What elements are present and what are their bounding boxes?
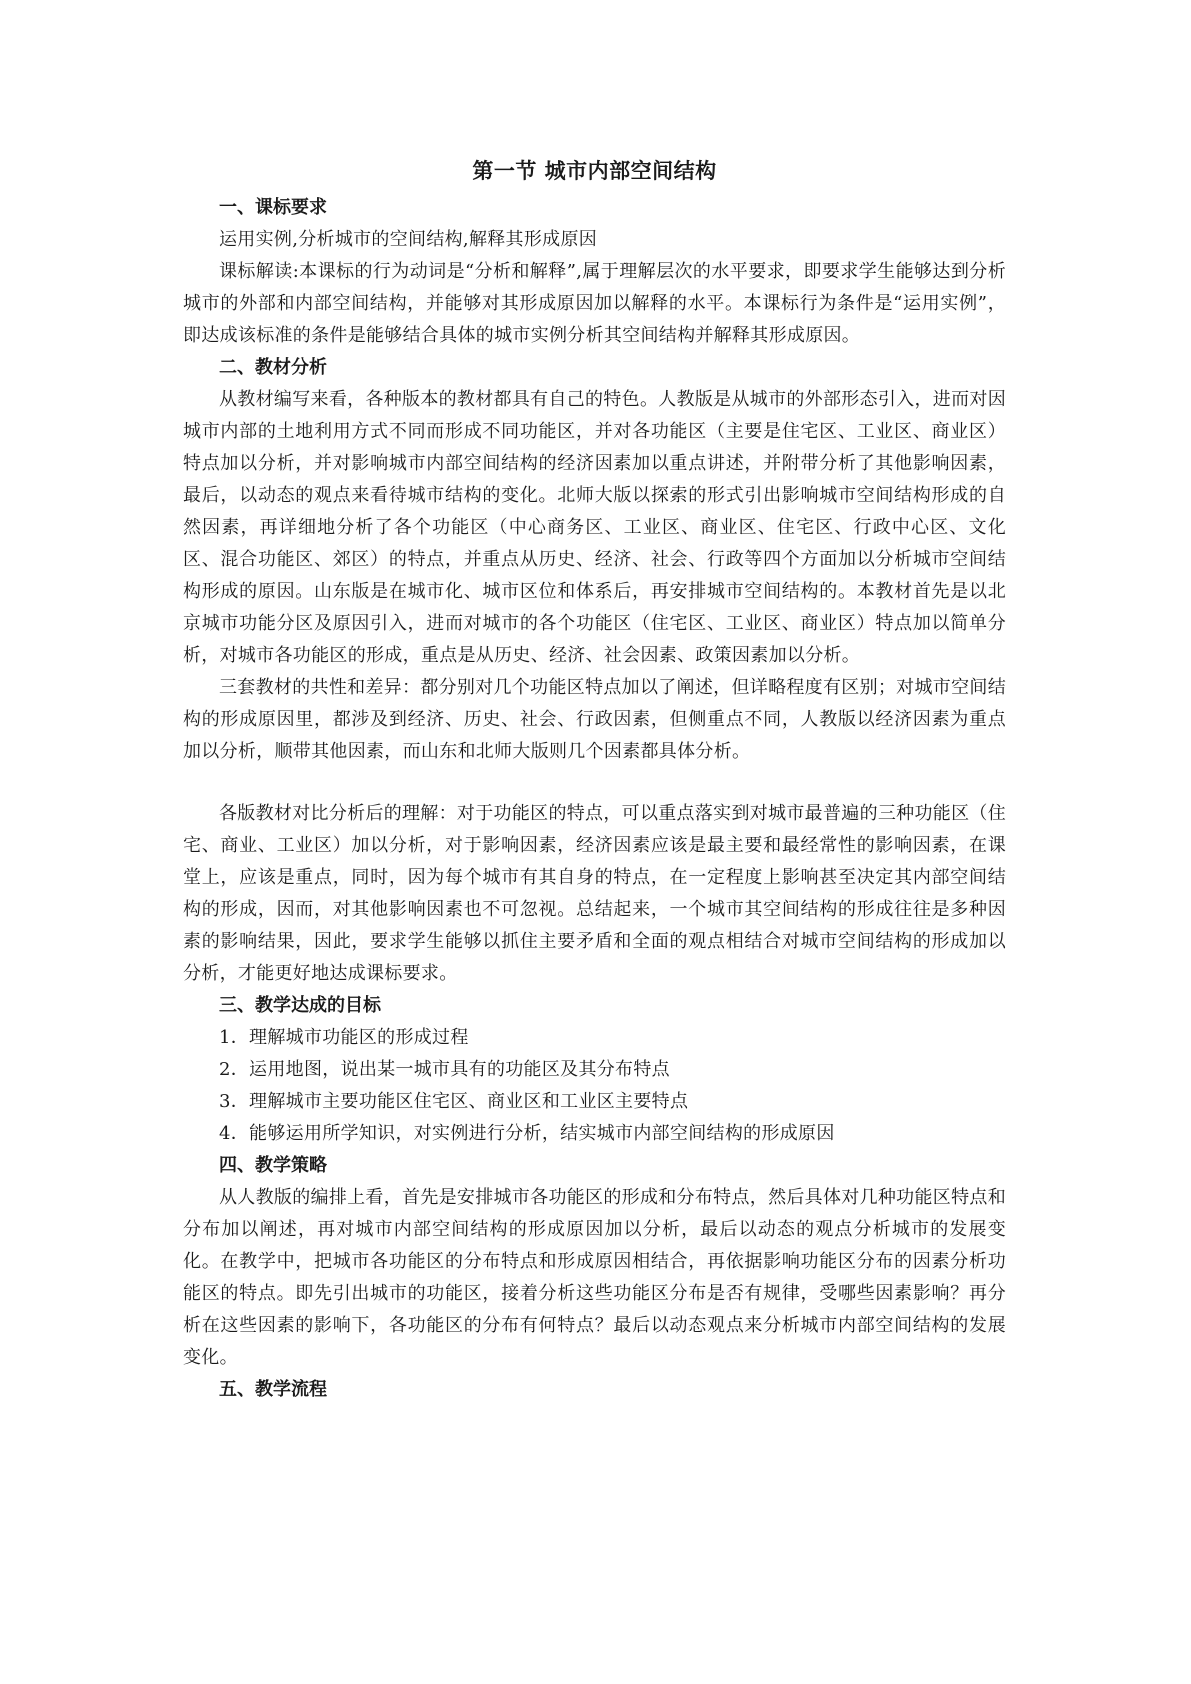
- section-teaching-strategy: [183, 1150, 1006, 1374]
- paragraph: 从人教版的编排上看，首先是安排城市各功能区的形成和分布特点，然后具体对几种功能区特点和分布加以阐述，再对城市内部空间结构的形成原因加以分析，最后以动态的观点分析城市的发展变化。在教学中，把城市各功能区的分布特点和形成原因相结合，再依据影响功能区分布的因素分析功能区的特点。即先引出城市的功能区，接着分析这些功能区分布是否有规律，受哪些因素影响？再分析在这些因素的影响下，各功能区的分布有何特点？最后以动态观点来分析城市内部空间结构的发展变化。: [183, 1187, 1006, 1368]
- page-title: 第一节 城市内部空间结构: [472, 159, 717, 183]
- section-heading: 三、教学达成的目标: [219, 995, 381, 1016]
- section-curriculum-requirements: [183, 192, 1006, 352]
- section-textbook-analysis: [183, 352, 1006, 990]
- list-item: 1．理解城市功能区的形成过程: [219, 1027, 469, 1048]
- blank-line: [183, 768, 1006, 798]
- list-item: 2．运用地图，说出某一城市具有的功能区及其分布特点: [219, 1059, 670, 1080]
- section-teaching-process: [183, 1374, 1006, 1406]
- paragraph: 课标解读:本课标的行为动词是“分析和解释”,属于理解层次的水平要求，即要求学生能够达到分析城市的外部和内部空间结构，并能够对其形成原因加以解释的水平。本课标行为条件是“运用实例”，即达成该标准的条件是能够结合具体的城市实例分析其空间结构并解释其形成原因。: [183, 261, 1006, 346]
- paragraph: 从教材编写来看，各种版本的教材都具有自己的特色。人教版是从城市的外部形态引入，进而对因城市内部的土地利用方式不同而形成不同功能区，并对各功能区（主要是住宅区、工业区、商业区）特点加以分析，并对影响城市内部空间结构的经济因素加以重点讲述，并附带分析了其他影响因素，最后，以动态的观点来看待城市结构的变化。北师大版以探索的形式引出影响城市空间结构形成的自然因素，再详细地分析了各个功能区（中心商务区、工业区、商业区、住宅区、行政中心区、文化区、混合功能区、郊区）的特点，并重点从历史、经济、社会、行政等四个方面加以分析城市空间结构形成的原因。山东版是在城市化、城市区位和体系后，再安排城市空间结构的。本教材首先是以北京城市功能分区及原因引入，进而对城市的各个功能区（住宅区、工业区、商业区）特点加以简单分析，对城市各功能区的形成，重点是从历史、经济、社会因素、政策因素加以分析。: [183, 389, 1006, 666]
- goal-list: [183, 1022, 1006, 1150]
- paragraph: 运用实例,分析城市的空间结构,解释其形成原因: [219, 229, 598, 250]
- section-heading: 四、教学策略: [219, 1155, 327, 1176]
- paragraph: 各版教材对比分析后的理解：对于功能区的特点，可以重点落实到对城市最普遍的三种功能区（住宅、商业、工业区）加以分析，对于影响因素，经济因素应该是最主要和最经常性的影响因素，在课堂上，应该是重点，同时，因为每个城市有其自身的特点，在一定程度上影响甚至决定其内部空间结构的形成，因而，对其他影响因素也不可忽视。总结起来，一个城市其空间结构的形成往往是多种因素的影响结果，因此，要求学生能够以抓住主要矛盾和全面的观点相结合对城市空间结构的形成加以分析，才能更好地达成课标要求。: [183, 803, 1006, 984]
- list-item: 4．能够运用所学知识，对实例进行分析，结实城市内部空间结构的形成原因: [219, 1123, 835, 1144]
- section-heading: 五、教学流程: [219, 1379, 327, 1400]
- section-teaching-goals: [183, 990, 1006, 1150]
- section-heading: 二、教材分析: [219, 357, 327, 378]
- paragraph: 三套教材的共性和差异：都分别对几个功能区特点加以了阐述，但详略程度有区别；对城市空间结构的形成原因里，都涉及到经济、历史、社会、行政因素，但侧重点不同，人教版以经济因素为重点加以分析，顺带其他因素，而山东和北师大版则几个因素都具体分析。: [183, 677, 1006, 762]
- section-heading: 一、课标要求: [219, 197, 327, 218]
- list-item: 3．理解城市主要功能区住宅区、商业区和工业区主要特点: [219, 1091, 689, 1112]
